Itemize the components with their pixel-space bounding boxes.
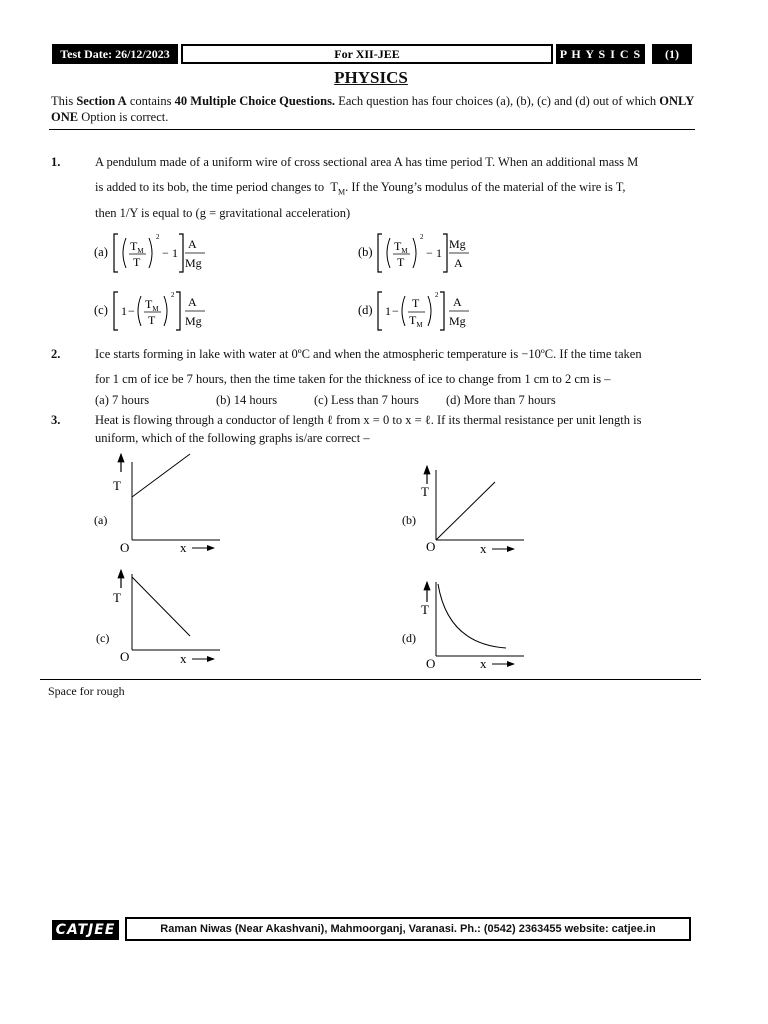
graph-curve	[438, 584, 506, 648]
svg-text:(a): (a)	[94, 245, 108, 259]
graph-c[interactable]	[96, 570, 220, 666]
question-text: Heat is flowing through a conductor of length ℓ from x = 0 to x = ℓ. If its thermal resistance per unit length is	[95, 413, 642, 427]
svg-text:T: T	[113, 590, 121, 605]
question-number: 1.	[51, 155, 61, 169]
svg-text:O: O	[120, 649, 130, 664]
svg-text:x: x	[180, 651, 187, 666]
divider	[49, 129, 695, 130]
question-number: 2.	[51, 347, 61, 361]
svg-text:−: −	[128, 304, 135, 318]
svg-text:T: T	[113, 478, 121, 493]
svg-text:(d): (d)	[402, 631, 416, 645]
question-text: is added to its bob, the time period changes to $T_M$. If the Young’s modulus of the material of the wire is T,	[95, 180, 626, 197]
catjee-logo: CATJEE	[52, 920, 119, 940]
svg-text:−: −	[162, 246, 169, 260]
svg-text:2: 2	[420, 233, 424, 241]
question-text: Ice starts forming in lake with water at 0ºC and when the atmospheric temperature is −10ºC. If the time taken	[95, 347, 642, 361]
svg-text:2: 2	[435, 291, 439, 299]
svg-text:(b): (b)	[358, 245, 373, 259]
svg-text:−: −	[426, 246, 433, 260]
svg-text:1: 1	[121, 304, 127, 318]
page-number: (1)	[652, 44, 692, 64]
svg-text:T: T	[148, 313, 156, 327]
svg-text:A: A	[188, 237, 197, 251]
svg-text:2: 2	[156, 233, 160, 241]
svg-text:(a): (a)	[94, 513, 108, 527]
svg-text:Mg: Mg	[185, 314, 202, 328]
svg-text:O: O	[120, 540, 130, 555]
svg-text:Mg: Mg	[185, 256, 202, 270]
svg-text:(c): (c)	[96, 631, 110, 645]
intro-paragraph: This Section A contains 40 Multiple Choice Questions. Each question has four choices (a), (b), (c) and (d) out of which ONLY ONE Option is correct.	[51, 94, 694, 124]
graph-a[interactable]	[94, 454, 220, 555]
svg-text:−: −	[392, 304, 399, 318]
q2-option-a[interactable]: (a) 7 hours	[95, 393, 150, 407]
svg-text:(b): (b)	[402, 513, 416, 527]
svg-text:TM: $T_M$	[394, 239, 408, 255]
svg-text:(c): (c)	[94, 303, 108, 317]
svg-text:Mg: Mg	[449, 314, 466, 328]
svg-text:T: T	[412, 296, 420, 310]
svg-text:1: 1	[436, 246, 442, 260]
svg-text:Mg: Mg	[449, 237, 466, 251]
graph-d[interactable]	[402, 582, 524, 671]
class-label: For XII-JEE	[181, 44, 553, 64]
svg-text:1: 1	[385, 304, 391, 318]
graph-line	[132, 577, 190, 636]
question-text: for 1 cm of ice be 7 hours, then the time taken for the thickness of ice to change from 1 cm to 2 cm is –	[95, 372, 611, 386]
svg-text:A: A	[188, 295, 197, 309]
q2-option-b[interactable]: (b) 14 hours	[216, 393, 278, 407]
option-b[interactable]	[358, 233, 469, 272]
svg-text:O: O	[426, 656, 436, 671]
page-title: PHYSICS	[334, 68, 408, 87]
svg-text:TM: $T_M$	[130, 239, 144, 255]
svg-text:T: T	[133, 255, 141, 269]
footer-address: Raman Niwas (Near Akashvani), Mahmoorganj, Varanasi. Ph.: (0542) 2363455 website: catjee.in	[125, 917, 691, 941]
graph-b[interactable]	[402, 466, 524, 556]
question-text: then 1/Y is equal to (g = gravitational acceleration)	[95, 206, 351, 220]
option-a[interactable]	[94, 233, 205, 272]
svg-text:T: T	[421, 484, 429, 499]
question-text: uniform, which of the following graphs is/are correct –	[95, 431, 370, 445]
svg-text:x: x	[180, 540, 187, 555]
test-date: Test Date: 26/12/2023	[52, 44, 178, 64]
svg-text:TM: $T_M$	[145, 297, 159, 313]
option-d[interactable]	[358, 291, 469, 330]
divider	[40, 679, 701, 680]
svg-text:1: 1	[172, 246, 178, 260]
q1-options	[90, 226, 710, 338]
q2-option-d[interactable]: (d) More than 7 hours	[446, 393, 556, 407]
question-text: A pendulum made of a uniform wire of cross sectional area A has time period T. When an additional mass M	[95, 155, 639, 169]
option-c[interactable]	[94, 291, 205, 330]
rough-space-label: Space for rough	[48, 684, 125, 698]
subject-label: P H Y S I C S	[556, 44, 645, 64]
svg-text:(d): (d)	[358, 303, 373, 317]
svg-text:O: O	[426, 539, 436, 554]
svg-text:T: T	[397, 255, 405, 269]
svg-text:A: A	[454, 256, 463, 270]
svg-text:x: x	[480, 541, 487, 556]
svg-text:x: x	[480, 656, 487, 671]
graph-line	[132, 454, 190, 497]
question-number: 3.	[51, 413, 61, 427]
graph-line	[436, 482, 495, 540]
svg-text:2: 2	[171, 291, 175, 299]
q3-graphs	[80, 448, 540, 676]
q2-option-c[interactable]: (c) Less than 7 hours	[314, 393, 419, 407]
svg-text:A: A	[453, 295, 462, 309]
svg-text:TM: $T_M$	[409, 313, 423, 329]
svg-text:T: T	[421, 602, 429, 617]
